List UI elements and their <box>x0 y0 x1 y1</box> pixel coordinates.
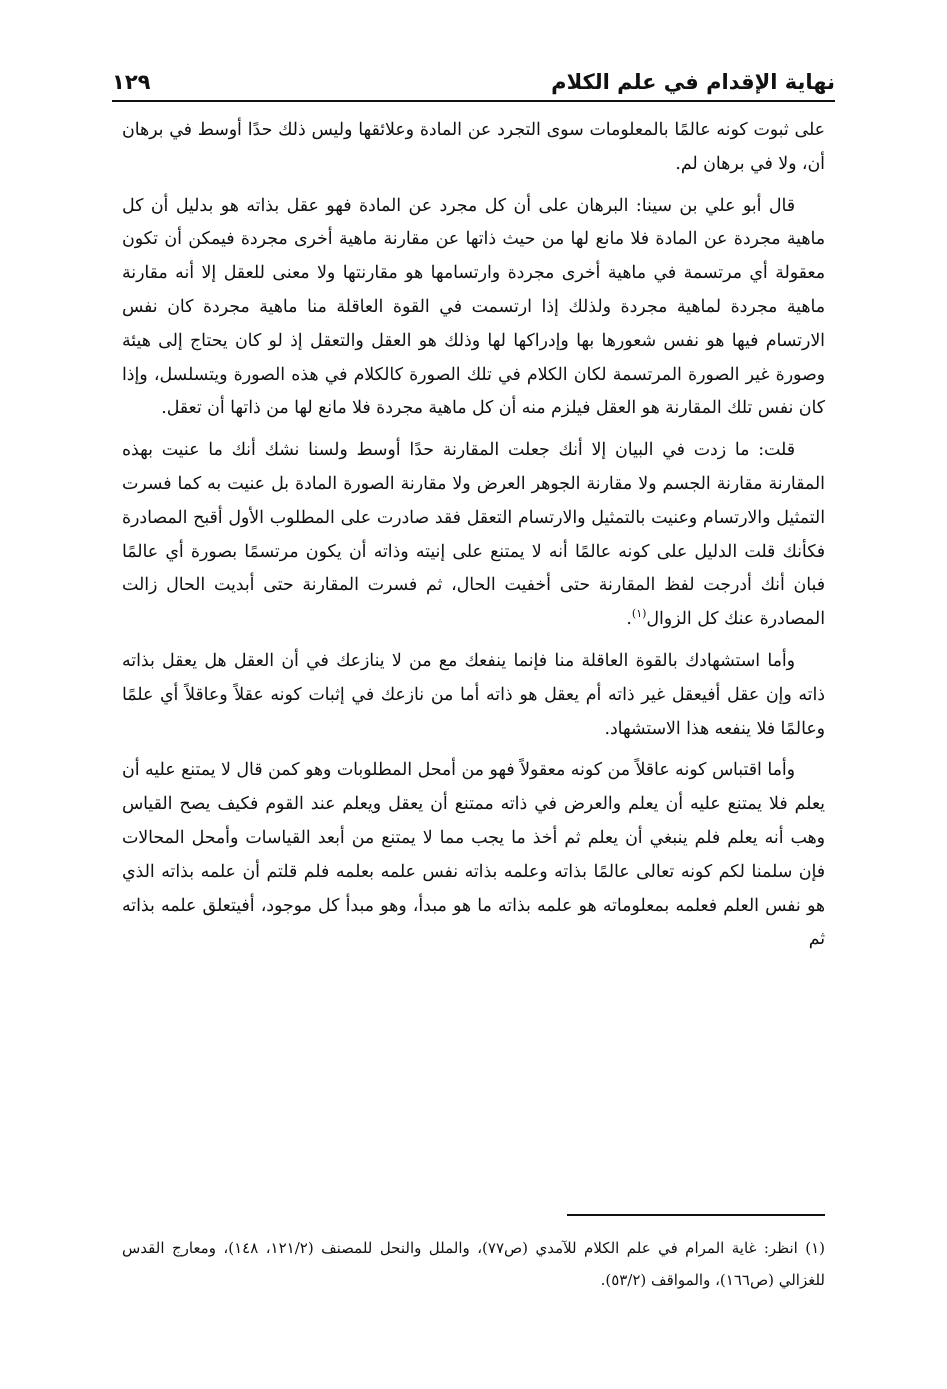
paragraph-text: قال أبو علي بن سينا: البرهان على أن كل مجرد عن المادة فهو عقل بذاته هو بدليل أن كل ماهية مجردة عن المادة فلا مانع لها من حيث ذاتها عن مقارنة ماهية أخرى مجردة فيمكن أن تكون معقولة أي مرتسمة في ماهية أخرى مجردة وارتسامها هو مقارنتها ولا معنى للعقل إلا أنه مقارنة ماهية مجردة لماهية مجردة ولذلك إذا ارتسمت في القوة العاقلة منا ماهية مجردة كان نفس الارتسام فيها هو نفس شعورها بها وإدراكها لها وذلك هو العقل والتعقل إذ لو كان يحتاج إلى هيئة وصورة غير الصورة المرتسمة لكان الكلام في تلك الصورة كالكلام في هذه الصورة ويتسلسل، وإذا كان نفس تلك المقارنة هو العقل فيلزم منه أن كل ماهية مجردة فلا مانع لها من ذاتها أن تعقل. <box>122 195 825 419</box>
page-number: ١٢٩ <box>112 70 151 94</box>
paragraph-text: وأما اقتباس كونه عاقلاً من كونه معقولاً فهو من أمحل المطلوبات وهو كمن قال لا يمتنع عليه أن يعلم فلا يمتنع عليه أن يعلم والعرض في ذاته ممتنع أن يعقل ويعلم عند القوم فكيف يصح القياس وهب أنه يعلم فلم ينبغي أن يعلم ثم أخذ ما يجب مما لا يمتنع من أبعد القياسات وأمحل المحالات فإن سلمنا لكم كونه تعالى عالمًا بذاته وعلمه بذاته نفس علمه بعلمه فلم قلتم أن علمه بذاته الذي هو نفس العلم فعلمه بمعلوماته هو علمه بذاته ما هو مبدأ، وهو مبدأ كل موجود، أفيتعلق علمه بذاته ثم <box>122 760 825 950</box>
paragraph <box>122 754 825 957</box>
main-text <box>122 114 825 965</box>
page-header <box>112 58 835 94</box>
footnote-reference: (١) <box>631 607 647 621</box>
running-title: نهاية الإقدام في علم الكلام <box>551 70 835 94</box>
paragraph-text: قلت: ما زدت في البيان إلا أنك جعلت المقارنة حدًا أوسط ولسنا نشك أنك ما عنيت بهذه المقارنة مقارنة الجسم ولا مقارنة الجوهر العرض ولا مقارنة الصورة المادة بل عنيت به كما فسرت التمثيل والارتسام وعنيت بالتمثيل والارتسام التعقل فقد صادرت على المطلوب الأول أقبح المصادرة فكأنك قلت الدليل على كونه عالمًا أنه لا يمتنع على إنيته وذاته أن يكون مرتسمًا بصورة أي عالمًا فبان أنك أدرجت لفظ المقارنة حتى أخفيت الحال، ثم فسرت المقارنة حتى أبديت الحال زالت المصادرة عنك كل الزوال <box>122 440 825 630</box>
header-rule <box>112 100 835 102</box>
paragraph-tail: . <box>626 609 632 630</box>
paragraph <box>122 114 825 182</box>
paragraph <box>122 434 825 637</box>
footnote: (١) انظر: غاية المرام في علم الكلام للآمدي (ص٧٧)، والملل والنحل للمصنف (١٢١/٢، ١٤٨)، ومعارج القدس للغزالي (ص١٦٦)، والمواقف (٥٣/٢). <box>122 1239 826 1289</box>
paragraph-text: وأما استشهادك بالقوة العاقلة منا فإنما ينفعك مع من لا ينازعك في أن العقل هل يعقل بذاته ذاته وإن عقل أفيعقل غير ذاته أم يعقل هو ذاته أما من نازعك في إثبات كونه عقلاً وعاقلاً أي علمًا وعالمًا فلا ينفعه هذا الاستشهاد. <box>122 650 825 739</box>
paragraph <box>122 190 825 427</box>
footnotes <box>122 1232 825 1296</box>
paragraph <box>122 645 825 746</box>
footnote-rule <box>567 1214 825 1216</box>
paragraph-text: على ثبوت كونه عالمًا بالمعلومات سوى التجرد عن المادة وعلائقها وليس ذلك حدًا أوسط في برهان أن، ولا في برهان لم. <box>122 120 825 174</box>
